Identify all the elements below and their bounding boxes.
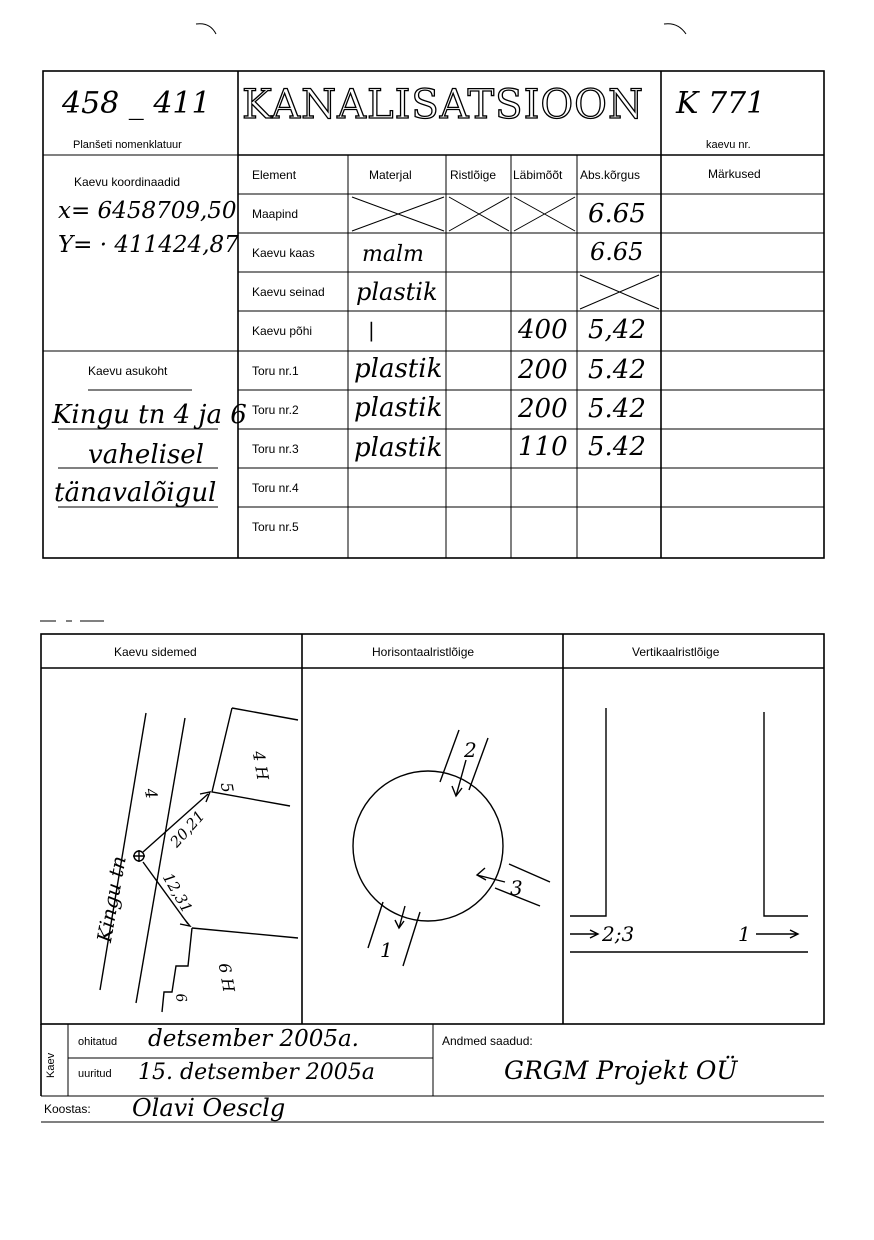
form-title: KANALISATSIOON: [242, 82, 644, 128]
vertical-section-label: Vertikaalristlõige: [632, 645, 720, 659]
header-diameter: Läbimõõt: [513, 168, 563, 182]
material-value: plastik: [354, 354, 443, 384]
height-value: 6.65: [590, 238, 644, 266]
distance-label-1: 20,21: [166, 807, 209, 851]
mark-label-6: 6: [171, 992, 190, 1004]
table-row-element: Toru nr.2: [252, 403, 299, 417]
well-side-label: Kaev: [45, 1052, 57, 1078]
table-row-element: Toru nr.3: [252, 442, 299, 456]
table-row-element: Toru nr.4: [252, 481, 299, 495]
measured-value: detsember 2005a.: [148, 1026, 359, 1052]
coordinates-label: Kaevu koordinaadid: [74, 175, 181, 189]
table-row-element: Toru nr.1: [252, 364, 299, 378]
header-element: Element: [252, 168, 297, 182]
street-label: Kingu tn: [92, 854, 131, 945]
diameter-value: 110: [518, 432, 568, 462]
connections-label: Kaevu sidemed: [114, 645, 197, 659]
height-value: 5.42: [588, 432, 646, 462]
material-value: plastik: [354, 433, 443, 463]
checked-label: uuritud: [78, 1068, 112, 1080]
material-value: malm: [362, 242, 424, 267]
well-number-value: K 771: [676, 86, 766, 121]
measured-label: ohitatud: [78, 1036, 118, 1048]
pipe-label-3: 3: [510, 876, 523, 900]
table-row-element: Toru nr.5: [252, 520, 299, 534]
diameter-value: 200: [518, 394, 568, 424]
coordinate-y: Y= · 411424,87: [58, 232, 239, 258]
vertical-label-right: 1: [738, 922, 751, 946]
height-value: 6.65: [588, 199, 646, 229]
material-value: plastik: [356, 278, 438, 306]
table-row-element: Maapind: [252, 207, 299, 221]
house-label-1: 4 H: [248, 749, 273, 782]
mark-label-5: 5: [216, 780, 238, 795]
location-line-1: Kingu tn 4 ja 6: [52, 400, 247, 430]
location-line-3: tänavalõigul: [54, 478, 217, 508]
author-value: Olavi Oesclg: [132, 1094, 286, 1122]
horizontal-section-label: Horisontaalristlõige: [372, 645, 475, 659]
data-source-value: GRGM Projekt OÜ: [504, 1056, 738, 1085]
nomenclature-value: 458 _ 411: [62, 86, 211, 121]
vertical-label-left: 2;3: [602, 922, 635, 946]
mark-label-4: 4: [140, 786, 162, 801]
nomenclature-label: Planšeti nomenklatuur: [73, 139, 182, 151]
material-value: |: [368, 318, 375, 342]
table-row-element: Kaevu kaas: [252, 246, 315, 260]
pipe-label-1: 1: [380, 938, 393, 962]
author-label: Koostas:: [44, 1102, 91, 1116]
well-number-label: kaevu nr.: [706, 139, 751, 151]
header-material: Materjal: [369, 168, 412, 182]
data-source-label: Andmed saadud:: [442, 1034, 533, 1048]
location-label: Kaevu asukoht: [88, 364, 168, 378]
header-notes: Märkused: [708, 167, 761, 181]
table-row-element: Kaevu seinad: [252, 285, 325, 299]
distance-label-2: 12,31: [158, 869, 197, 917]
coordinate-x: x= 6458709,50: [58, 198, 237, 224]
location-line-2: vahelisel: [88, 440, 204, 470]
diameter-value: 400: [518, 315, 568, 345]
material-value: plastik: [354, 393, 443, 423]
diameter-value: 200: [518, 355, 568, 385]
checked-value: 15. detsember 2005a: [138, 1060, 375, 1085]
height-value: 5.42: [588, 394, 646, 424]
header-section: Ristlõige: [450, 168, 497, 182]
table-row-element: Kaevu põhi: [252, 324, 313, 338]
height-value: 5,42: [588, 315, 646, 345]
pipe-label-2: 2: [464, 738, 477, 762]
house-label-2: 6 H: [214, 961, 239, 994]
height-value: 5.42: [588, 355, 646, 385]
header-height: Abs.kõrgus: [580, 168, 641, 182]
